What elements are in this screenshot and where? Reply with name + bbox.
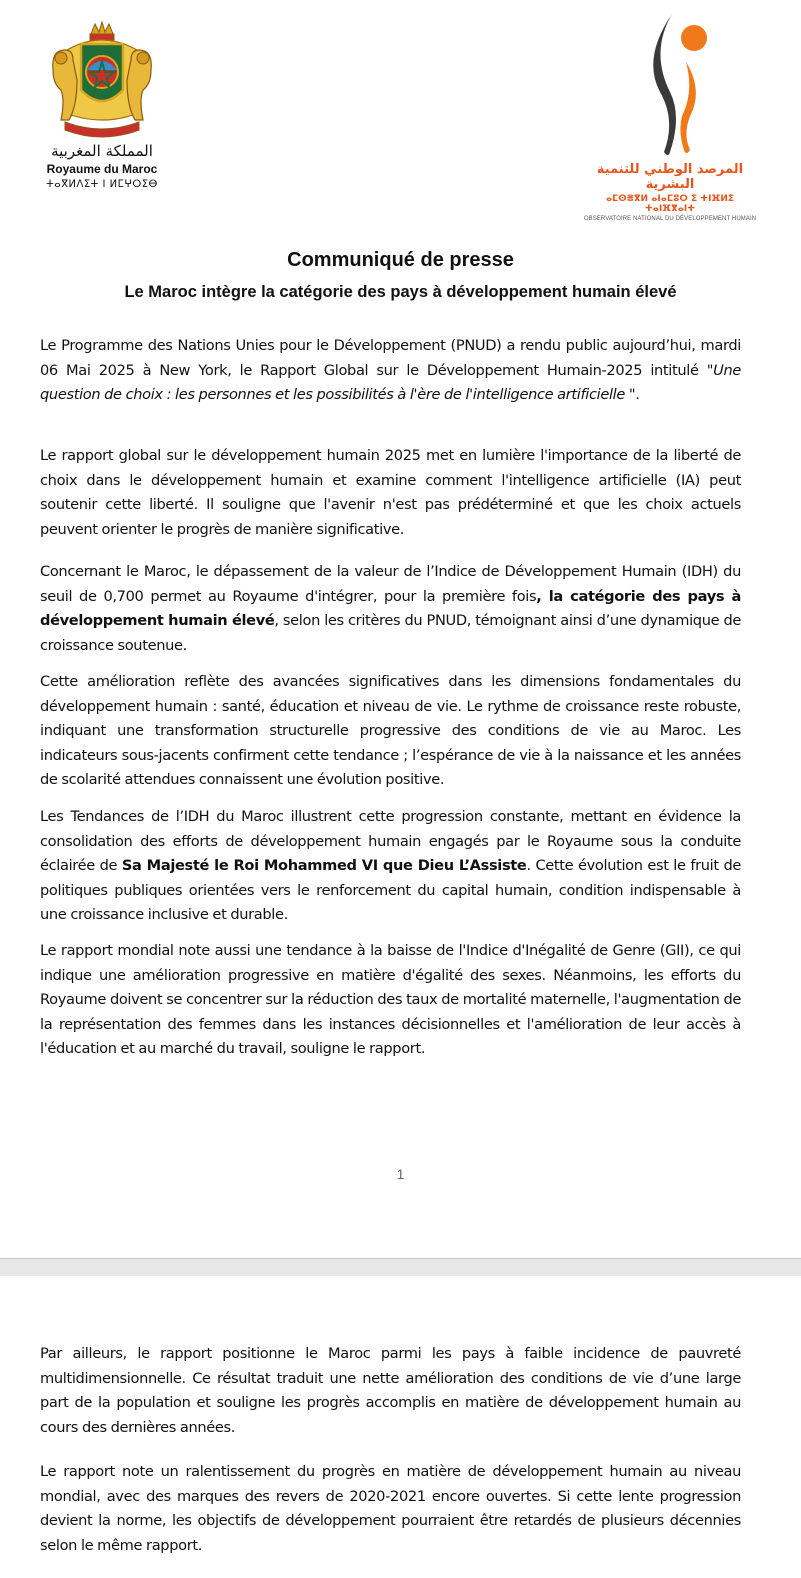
- ondh-french-text: OBSERVATOIRE NATIONAL DU DÉVELOPPEMENT HUMAIN: [583, 216, 757, 222]
- coat-of-arms-icon: [47, 20, 157, 138]
- emblem-french-text: Royaume du Maroc: [46, 162, 158, 176]
- paragraph-5: Les Tendances de l’IDH du Maroc illustrent cette progression constante, mettant en évidence la consolidation des efforts de développement humain engagés par le Royaume sous la conduite éclairée de Sa Majesté le Roi Mohammed VI que Dieu L’Assiste. Cette évolution est le fruit de politiques publiques orientées vers le renforcement du capital humain, condition indispensable à une croissance inclusive et durable.: [40, 808, 741, 923]
- document-page-2: [0, 1276, 801, 1578]
- ondh-logo-icon: [620, 12, 720, 160]
- ondh-tifinagh-text: ⴰⵎⵙⴻⴳⵍ ⴰⵏⴰⵎⵓⵔ ⵉ ⵜⵏⴼⵍⵉ ⵜⴰⵏⴼⴳⴰⵏⵜ: [605, 194, 735, 214]
- page-number: 1: [396, 1166, 405, 1182]
- paragraph-1: Le Programme des Nations Unies pour le Développement (PNUD) a rendu public aujourd’hui, mardi 06 Mai 2025 à New York, le Rapport Global sur le Développement Humain-2025 intitulé "Une question de choix : les personnes et les possibilités à l'ère de l'intelligence artificielle ".: [40, 337, 741, 403]
- page-subtitle: Le Maroc intègre la catégorie des pays à développement humain élevé: [124, 283, 677, 301]
- paragraph-7: Par ailleurs, le rapport positionne le Maroc parmi les pays à faible incidence de pauvreté multidimensionnelle. Ce résultat traduit une nette amélioration des conditions de vie d’une large part de la population et souligne les progrès accomplis en matière de développement humain au cours des dernières années.: [40, 1345, 741, 1436]
- emblem-tifinagh-text: ⵜⴰⴳⵍⴷⵉⵜ ⵏ ⵍⵎⵖⵔⵉⴱ: [46, 179, 158, 190]
- paragraph-8: Le rapport note un ralentissement du progrès en matière de développement humain au niveau mondial, avec des marques des revers de 2020-2021 encore ouvertes. Si cette lente progression devient la norme, les objectifs de développement pourraient être retardés de plusieurs décennies selon le même rapport.: [40, 1463, 741, 1554]
- ondh-logo: [580, 12, 760, 222]
- page-title: Communiqué de presse: [287, 249, 514, 271]
- paragraph-4: Cette amélioration reflète des avancées significatives dans les dimensions fondamentales du développement humain : santé, éducation et niveau de vie. Le rythme de croissance reste robuste, indiquant une transformation structurelle progressive des conditions de vie au Maroc. Les indicateurs sous-jacents confirment cette tendance ; l’espérance de vie à la naissance et les années de scolarité attendues connaissent une évolution positive.: [40, 673, 741, 788]
- ondh-arabic-text: المرصد الوطني للتنمية البشرية: [596, 162, 744, 192]
- royal-emblem: [40, 20, 164, 210]
- paragraph-6: Le rapport mondial note aussi une tendance à la baisse de l'Indice d'Inégalité de Genre (GII), ce qui indique une amélioration progressive en matière d'égalité des sexes. Néanmoins, les efforts du Royaume doivent se concentrer sur la réduction des taux de mortalité maternelle, l'augmentation de la représentation des femmes dans les instances décisionnelles et l'amélioration de leur accès à l'éducation et au marché du travail, souligne le rapport.: [40, 942, 741, 1057]
- paragraph-2: Le rapport global sur le développement humain 2025 met en lumière l'importance de la liberté de choix dans le développement humain et examine comment l'intelligence artificielle (IA) peut soutenir cette liberté. Il souligne que l'avenir n'est pas prédéterminé et que les choix actuels peuvent orienter le progrès de manière significative.: [40, 447, 741, 538]
- paragraph-3: Concernant le Maroc, le dépassement de la valeur de l’Indice de Développement Humain (IDH) du seuil de 0,700 permet au Royaume d'intégrer, pour la première fois, la catégorie des pays à développement humain élevé, selon les critères du PNUD, témoignant ainsi d’une dynamique de croissance soutenue.: [40, 563, 741, 654]
- page-separator: [0, 1258, 801, 1278]
- emblem-arabic-text: المملكة المغربية: [51, 142, 153, 160]
